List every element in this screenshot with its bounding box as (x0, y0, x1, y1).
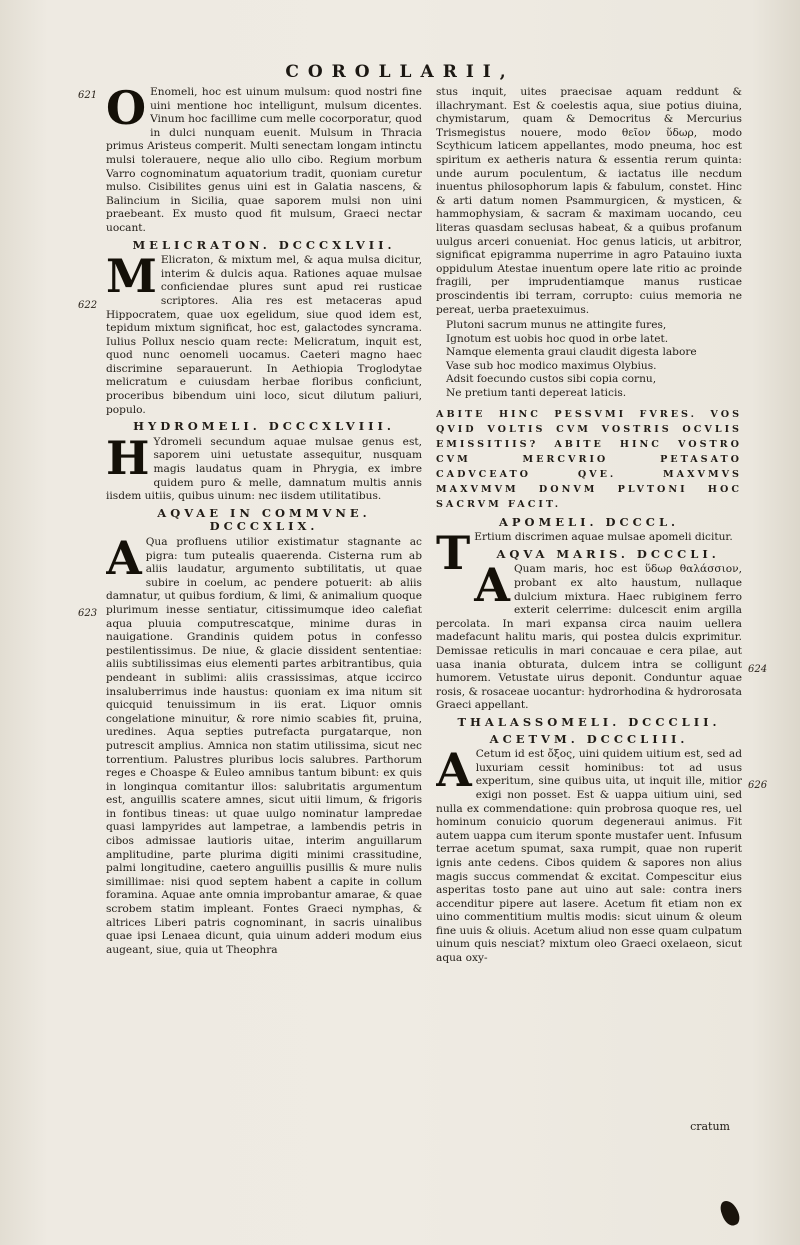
paragraph-text: Enomeli, hoc est uinum mulsum: quod nostri fine uini mentione hoc intelligunt, mulsum dicentes. Vinum hoc facillime cum melle cocorporatur, quod in dulci nunquam euenit. Mulsum in Thracia primus Aristeus comperit. Multi senectam longam intinctu mulsi tolerauere, neque alio ullo cibo. Regium morbum Varro cognominatum aquatorium tradit, quoniam curetur mulso. Cisibilites genus uini est in Galatia nascens, & Balincium in Sicilia, quae saporem mulsi non uini praebeant. Ex musto quod fit mulsum, Graeci nectar uocant. (106, 86, 422, 234)
verse-line: Adsit foecundo custos sibi copia cornu, (446, 373, 657, 386)
drop-initial: M (106, 249, 157, 304)
paragraph-text: Elicraton, & mixtum mel, & aqua mulsa dicitur, interim & dulcis aqua. Rationes aquae mulsae conficiendae plures sunt apud rei rusticae scriptores. Alia res est metaceras apud Hippocratem, quae uox egelidum, siue quod idem est, tepidum mixtum significat, hoc est, galactodes syncrama. Iulius Pollux nescio quam recte: Melicratum, inquit est, quod nunc oenomeli uocamus. Caeteri magno haec discrimine separauerunt. In Aethiopia Troglodytae melicratum e cuiusdam herbae floribus conficiunt, proceribus bibendum uini loco, sicut dilutum paliuri, populo. (106, 254, 422, 416)
section-heading: AQVA MARIS. DCCCLI. (496, 546, 720, 561)
margin-note: 622 (78, 300, 98, 311)
paragraph-text: Qua profluens utilior existimatur stagnante ac pigra: tum putealis quaerenda. Cisterna rum ab aliis laudatur, argumento subtilitatis, ut quae subire in coelum, ac pendere potuerit: ab aliis damnatur, ut quibus fordium, & limi, & animalium quoque plurimum inesse sentiatur, citissimumque ideo calefiat aqua pluuia computrescatque, minime duras in nauigatione. Grandinis quidem potus in confesso pestilentissimus. De niue, & glacie dissident sententiae: aliis subtilissimas eius elementi partes arbitrantibus, quia pendeant in sublimi: aliis crassissimas, atque iccirco insaluberrimus inde haustus: quoniam ex ima nitum sit quicquid tenuissimum in iis erat. Liquor omnis congelatione minuitur, & rore nimio scabies fit, pruina, uredines. Aqua septies putrefacta purgatarque, non putrescit amplius. Amnica non statim utilissima, sicut nec torrentium. Palustres pluribus locis salubres. Parthorum reges e Choaspe & Euleo amnibus tantum bibunt: ex quis in longinqua comitantur illos: salubritatis argumentum est, anguillis scatere amnes, sicut uitii limum, & frigoris in fontibus tineas: ut quae uulgo nominatur lampredae quasi lampyrides aut lampetrae, a lambendis petris in cibos admissae lautioris uitae, interim anguillarum amplitudine, parte plurima digiti minimi crassitudine, palmi longitudine, caetero anguillis pusillis & mure nulis simillimae: nisi quod septem habent a capite in collum foramina. Aquae ante omnia improbantur amarae, & quae scrobem statim impleant. Fontes Graeci nymphas, & altrices Liberi patris cognominant, in sacris uinalibus quae ipsi Lenaea dicunt, quia uinum adderi modum eius augeant, siue, quia ut Theophra (106, 536, 422, 956)
margin-note: 623 (78, 608, 98, 619)
right-column (436, 86, 742, 1166)
paragraph-text: Cetum id est ὄξος, uini quidem uitium est, sed ad luxuriam cessit hominibus: tot ad usus experitum, sine quibus uita, ut inquit ille, mitior exigi non posset. Est & uappa uitium uini, sed nulla ex commendatione: quin probrosa quoque res, uel hominum conuicio quorum degeneraui animus. Fit autem uappa cum iterum sponte mustafer uent. Infusum terrae acetum spumat, saxa rumpit, quae non ruperit ignis ante cedens. Cibos quidem & sapores non alius magis succus commendat & excitat. Compescitur eius asperitas tosto pane aut uino aut sale: contra iners accenditur pipere aut lasere. Acetum fit etiam non ex uino commentitium multis modis: sicut uinum & oleum fine uuis & oliuis. Acetum aliud non esse quam culpatum uinum quis nesciat? mixtum oleo Graeci oxelaeon, sicut aqua oxy- (436, 748, 742, 965)
verse-line: Ignotum est uobis hoc quod in orbe latet. (446, 332, 669, 345)
catchword: cratum (690, 1120, 730, 1133)
paragraph (436, 86, 742, 317)
ink-stain (718, 1198, 742, 1228)
verse-block (446, 319, 742, 401)
section-heading: APOMELI. DCCCL. (498, 514, 680, 529)
paragraph (106, 249, 422, 417)
running-head: COROLLARII, (285, 62, 515, 82)
verse-line: Vase sub hoc modico maximus Olybius. (446, 359, 657, 372)
section-heading: ACETVM. DCCCLIII. (489, 731, 689, 746)
left-column (106, 86, 422, 1166)
paragraph-text: Quam maris, hoc est ὕδωρ θαλάσσιον, probant ex alto haustum, nullaque dulcium mixtura. Haec rubiginem ferro exterit celerrime: dulcescit enim argilla percolata. In mari expansa circa nauim uellera madefacunt halitu maris, qui postea dulcis exprimitur. Demissae reticulis in mari concauae e cera pilae, aut uasa inania obturata, dulcem intra se colligunt humorem. Vetustate uirus deponit. Conduntur aquae rosis, & rosaceae uocantur: hydrorhodina & hydrorosata Graeci appellant. (436, 563, 742, 712)
drop-initial: O (106, 86, 147, 135)
section-heading: HYDROMELI. DCCCXLVIII. (133, 419, 395, 434)
drop-initial: T (436, 526, 471, 581)
margin-note: 624 (748, 664, 768, 675)
paragraph-text: Ertium discrimen aquae mulsae apomeli dicitur. (474, 531, 733, 544)
margin-note: 626 (748, 780, 768, 791)
paragraph-text: stus inquit, uites praecisae aquam reddunt & illachrymant. Est & coelestis aqua, siue potius diuina, chymistarum, quam & Democritus & Mercurius Trismegistus nouere, modo θεῖον ὕδωρ, modo Scythicum laticem appellantes, modo pneuma, hoc est spiritum ex aetheris natura & essentia rerum quinta: unde aurum poculentum, & iactatus ille necdum inuentus philosophorum lapis & fabulum, constet. Hinc & arti datum nomen Psammurgicen, & mysticen, & hammophysiam, & sacram & maximam uocando, ceu literas quasdam seclusas habeat, & a quibus profanum uulgus arceri conueniat. Hoc genus laticis, ut arbitror, significat epigramma nuperrime in agro Patauino iuxta oppidulum Atestae inuentum opere late ritio ac proinde fragili, per imprudentiamque manus rusticae proscindentis ibi terram, corrupto: cuius memoria ne pereat, uerba praetexuimus. (436, 86, 742, 316)
section-heading: THALASSOMELI. DCCCLII. (457, 714, 721, 729)
paragraph (106, 86, 422, 236)
section-heading: AQVAE IN COMMVNE. DCCCXLIX. (157, 505, 371, 534)
paragraph (106, 531, 422, 957)
verse-line: Plutoni sacrum munus ne attingite fures, (446, 319, 667, 332)
drop-initial: A (436, 743, 472, 798)
paragraph (436, 558, 742, 713)
drop-initial: A (474, 558, 510, 613)
inscription-text: ABITE HINC PESSVMI FVRES. VOS QVID VOLTIS CVM VOSTRIS OCVLIS EMISSITIIS? ABITE HINC VOSTRO CVM MERCVRIO PETASATO CADVCEATO QVE. MAXVMVS MAXVMVM DONVM PLVTONI HOC SACRVM FACIT. (436, 408, 742, 510)
verse-line: Ne pretium tanti depereat laticis. (446, 387, 627, 400)
drop-initial: A (106, 531, 142, 585)
verse-line: Namque elementa graui claudit digesta labore (446, 346, 697, 359)
drop-initial: H (106, 430, 150, 485)
paragraph (436, 743, 742, 966)
paragraph (106, 430, 422, 504)
margin-note: 621 (78, 90, 98, 101)
section-heading: MELICRATON. DCCCXLVII. (132, 237, 396, 252)
paragraph-text: Ydromeli secundum aquae mulsae genus est, saporem uini uetustate assequitur, nusquam magis laudatus quam in Phrygia, ex imbre quidem puro & melle, damnatum multis annis iisdem uitiis, quibus uinum: nec iisdem utilitatibus. (106, 435, 422, 503)
